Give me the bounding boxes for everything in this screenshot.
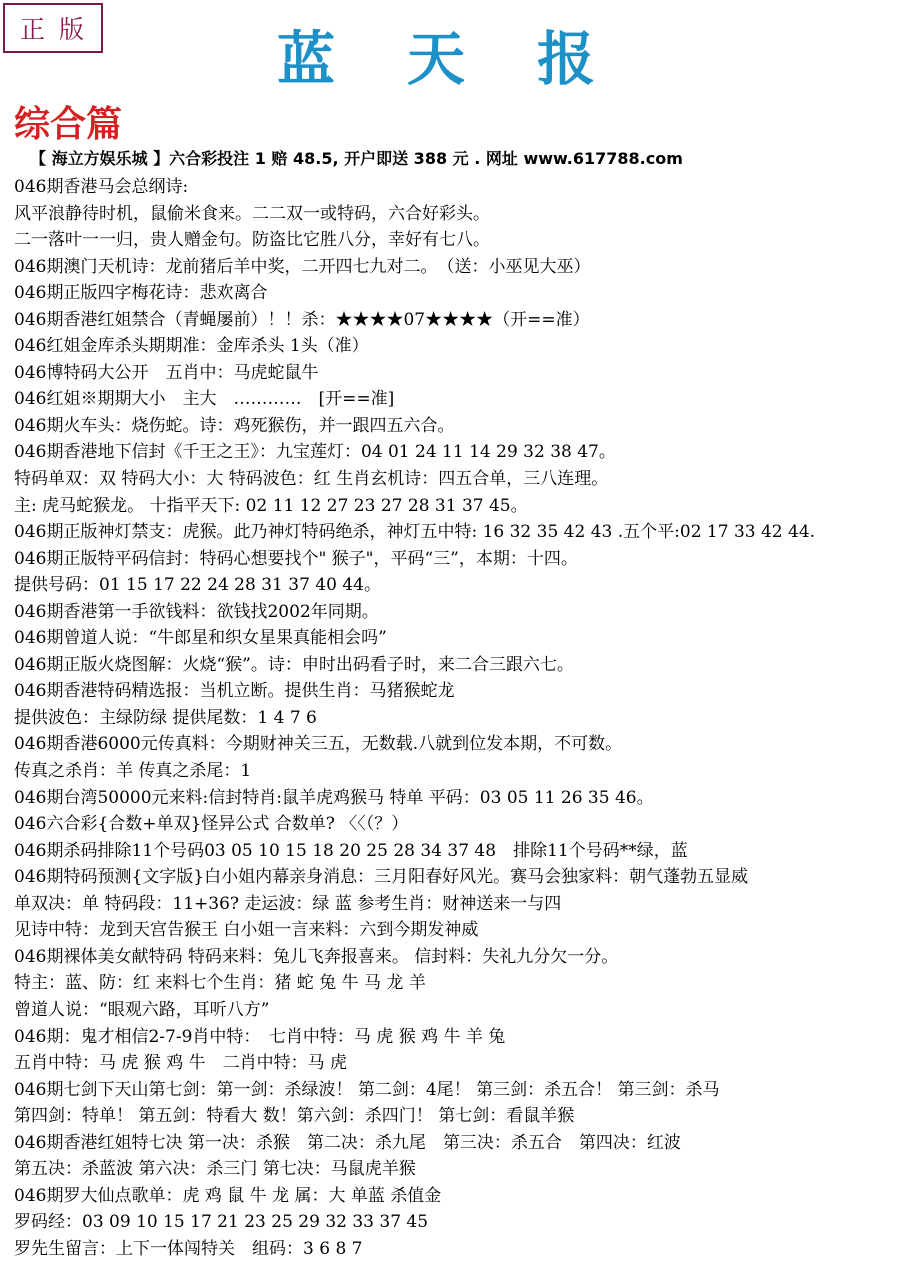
content-line: 046期杀码排除11个号码03 05 10 15 18 20 25 28 34 37 48 排除11个号码**绿，蓝 (14, 840, 688, 861)
content-line: 046期正版神灯禁支：虎猴。此乃神灯特码绝杀，神灯五中特: 16 32 35 42 43 .五个平:02 17 33 42 44. (14, 522, 816, 543)
content-line: 特主：蓝、防：红 来料七个生肖：猪 蛇 兔 牛 马 龙 羊 (14, 973, 426, 994)
content-line: 罗码经：03 09 10 15 17 21 23 25 29 32 33 37 45 (14, 1212, 429, 1233)
content-line: 传真之杀肖：羊 传真之杀尾：1 (14, 761, 252, 782)
content-line: 046期香港6000元传真料：今期财神关三五，无数载.八就到位发本期，不可数。 (14, 734, 623, 755)
content-line: 特码单双：双 特码大小：大 特码波色：红 生肖玄机诗：四五合单，三八连理。 (14, 469, 609, 490)
content-line: 046期七剑下天山第七剑：第一剑：杀绿波！ 第二剑：4尾！ 第三剑：杀五合！ 第三剑：杀马 (14, 1079, 720, 1100)
content-line: 046期香港红姐禁合（青蝇屡前）！！杀：★★★★07★★★★（开==准） (14, 309, 590, 330)
content-line: 046期正版特平码信封：特码心想要找个" 猴子"，平码“三”，本期：十四。 (14, 548, 578, 569)
genuine-badge: 正版 (3, 3, 103, 53)
content-line: 046期裸体美女献特码 特码来料：兔儿飞奔报喜来。 信封料：失礼九分欠一分。 (14, 946, 619, 967)
content-line: 046期火车头：烧伤蛇。诗：鸡死猴伤，并一跟四五六合。 (14, 415, 455, 436)
content-line: 提供号码：01 15 17 22 24 28 31 37 40 44。 (14, 575, 381, 596)
content-line: 曾道人说：“眼观六路，耳听八方” (14, 999, 270, 1020)
content-line: 046期香港特码精选报：当机立断。提供生肖：马猪猴蛇龙 (14, 681, 455, 702)
content-line: 046期香港马会总纲诗: (14, 177, 189, 197)
content-line: 046期：鬼才相信2-7-9肖中特： 七肖中特：马 虎 猴 鸡 牛 羊 兔 (14, 1026, 506, 1047)
content-line: 第四剑：特单！ 第五剑：特看大 数！第六剑：杀四门！ 第七剑：看鼠羊猴 (14, 1106, 575, 1127)
content-line: 主: 虎马蛇猴龙。 十指平天下: 02 11 12 27 23 27 28 31 37 45。 (14, 495, 528, 516)
content-line: 046六合彩{合数+单双}怪异公式 合数单? 〈〈（？） (14, 814, 409, 835)
content-line: 046期香港红姐特七决 第一决：杀猴 第二决：杀九尾 第三决：杀五合 第四决：红波 (14, 1132, 681, 1153)
content-line: 046期曾道人说：“牛郎星和织女星果真能相会吗” (14, 628, 387, 649)
content-line: 风平浪静待时机，鼠偷米食来。二二双一或特码，六合好彩头。 (14, 203, 490, 224)
content-lines (14, 174, 896, 1262)
content-line: 046红姐金库杀头期期准：金库杀头 1头（准） (14, 336, 369, 357)
content-line: 二一落叶一一归，贵人赠金句。防盗比它胜八分，幸好有七八。 (14, 230, 490, 251)
content-line: 046红姐※期期大小 主大 ………… [开==准] (14, 389, 395, 410)
content-line: 罗先生留言：上下一体闯特关 组码：3 6 8 7 (14, 1238, 363, 1259)
content-line: 五肖中特：马 虎 猴 鸡 牛 二肖中特：马 虎 (14, 1053, 348, 1074)
content-line: 046期正版四字梅花诗：悲欢离合 (14, 283, 268, 304)
content-line: 单双决：单 特码段：11+36? 走运波：绿 蓝 参考生肖：财神送来一与四 (14, 893, 562, 914)
ad-banner[interactable]: 【 海立方娱乐城 】六合彩投注 1 赔 48.5, 开户即送 388 元 . 网址 www.617788.com (30, 149, 683, 168)
page-title: 蓝天报 (276, 25, 667, 93)
content-line: 见诗中特：龙到天宫告猴王 白小姐一言来料：六到今期发神威 (14, 920, 479, 941)
content-line: 046期香港第一手欲钱料：欲钱找2002年同期。 (14, 601, 379, 622)
content-line: 046期罗大仙点歌单：虎 鸡 鼠 牛 龙 属：大 单蓝 杀值金 (14, 1185, 442, 1206)
content-line: 提供波色：主绿防绿 提供尾数：1 4 7 6 (14, 707, 317, 728)
content-line: 046期澳门天机诗：龙前猪后羊中奖，二开四七九对二。 （送：小巫见大巫） (14, 256, 591, 277)
content-line: 046期台湾50000元来料:信封特肖:鼠羊虎鸡猴马 特单 平码：03 05 11 26 35 46。 (14, 787, 654, 808)
content-line: 046博特码大公开 五肖中：马虎蛇鼠牛 (14, 362, 319, 383)
content-line: 046期正版火烧图解：火烧“猴”。诗：申时出码看子时，来二合三跟六七。 (14, 654, 574, 675)
content-line: 046期特码预测{文字版}白小姐内幕亲身消息：三月阳春好风光。赛马会独家料：朝气蓬勃五显威 (14, 867, 749, 888)
content-line: 046期香港地下信封《千王之王》：九宝莲灯：04 01 24 11 14 29 32 38 47。 (14, 442, 616, 463)
content-line: 第五决：杀蓝波 第六决：杀三门 第七决：马鼠虎羊猴 (14, 1159, 416, 1180)
section-heading: 综合篇 (14, 103, 123, 145)
